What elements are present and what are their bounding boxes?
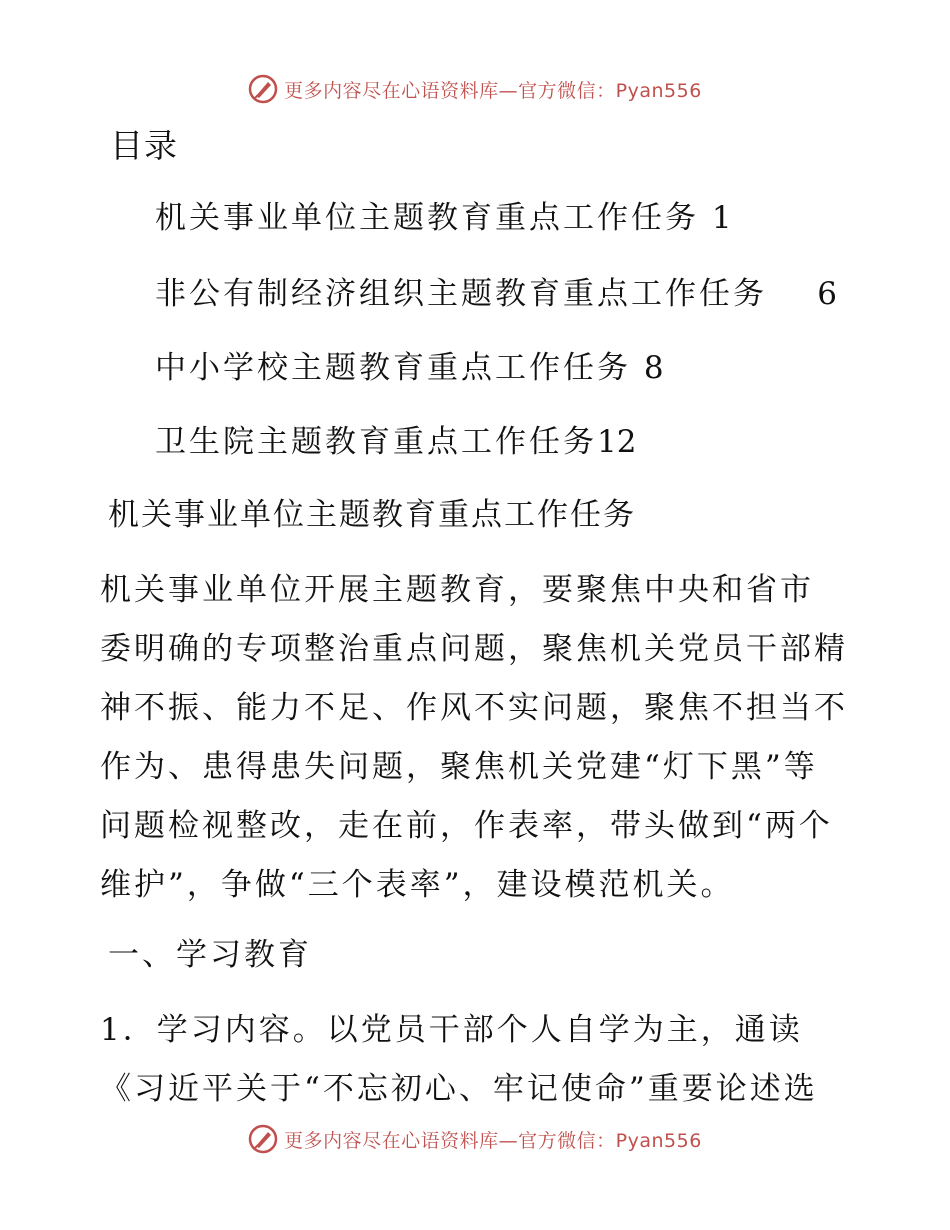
intro-paragraph [100,570,850,924]
paragraph-line: 问题检视整改，走在前，作表率，带头做到“两个 [100,808,833,844]
toc-item[interactable] [155,274,845,314]
toc-item-label: 非公有制经济组织主题教育重点工作任务 [155,276,767,312]
paragraph-line: 机关事业单位开展主题教育，要聚焦中央和省市 [100,572,814,608]
toc-item-page: 6 [817,276,837,312]
toc-item-label: 机关事业单位主题教育重点工作任务 [155,200,699,236]
toc-item-page: 8 [643,350,664,386]
toc-item[interactable] [155,348,845,388]
paragraph-line: 神不振、能力不足、作风不实问题，聚焦不担当不 [100,690,848,726]
paragraph-line: 1．学习内容。以党员干部个人自学为主，通读 [100,1012,803,1048]
sub-heading: 一、学习教育 [108,937,312,973]
toc-item-label: 中小学校主题教育重点工作任务 [155,350,631,386]
paragraph-line: 维护”，争做“三个表率”，建设模范机关。 [100,867,735,903]
quill-logo-icon [248,1124,278,1154]
quill-logo-icon [248,74,278,104]
toc-title: 目录 [110,126,178,165]
paragraph-line: 作为、患得患失问题，聚焦机关党建“灯下黑”等 [100,749,818,785]
header-watermark [0,74,950,104]
toc-item-page: 1 [711,200,732,236]
paragraph-line: 《习近平关于“不忘初心、牢记使命”重要论述选 [100,1071,818,1107]
watermark-text: 更多内容尽在心语资料库—官方微信：Pyan556 [284,79,702,102]
toc-item[interactable] [155,422,845,462]
footer-watermark [0,1124,950,1154]
toc-item[interactable] [155,198,845,238]
study-content-paragraph [100,1010,850,1128]
paragraph-line: 委明确的专项整治重点问题，聚焦机关党员干部精 [100,631,848,667]
toc-item-label: 卫生院主题教育重点工作任务 [155,424,597,460]
toc-item-page: 12 [597,424,637,460]
watermark-text: 更多内容尽在心语资料库—官方微信：Pyan556 [284,1129,702,1152]
section-heading: 机关事业单位主题教育重点工作任务 [108,497,636,533]
